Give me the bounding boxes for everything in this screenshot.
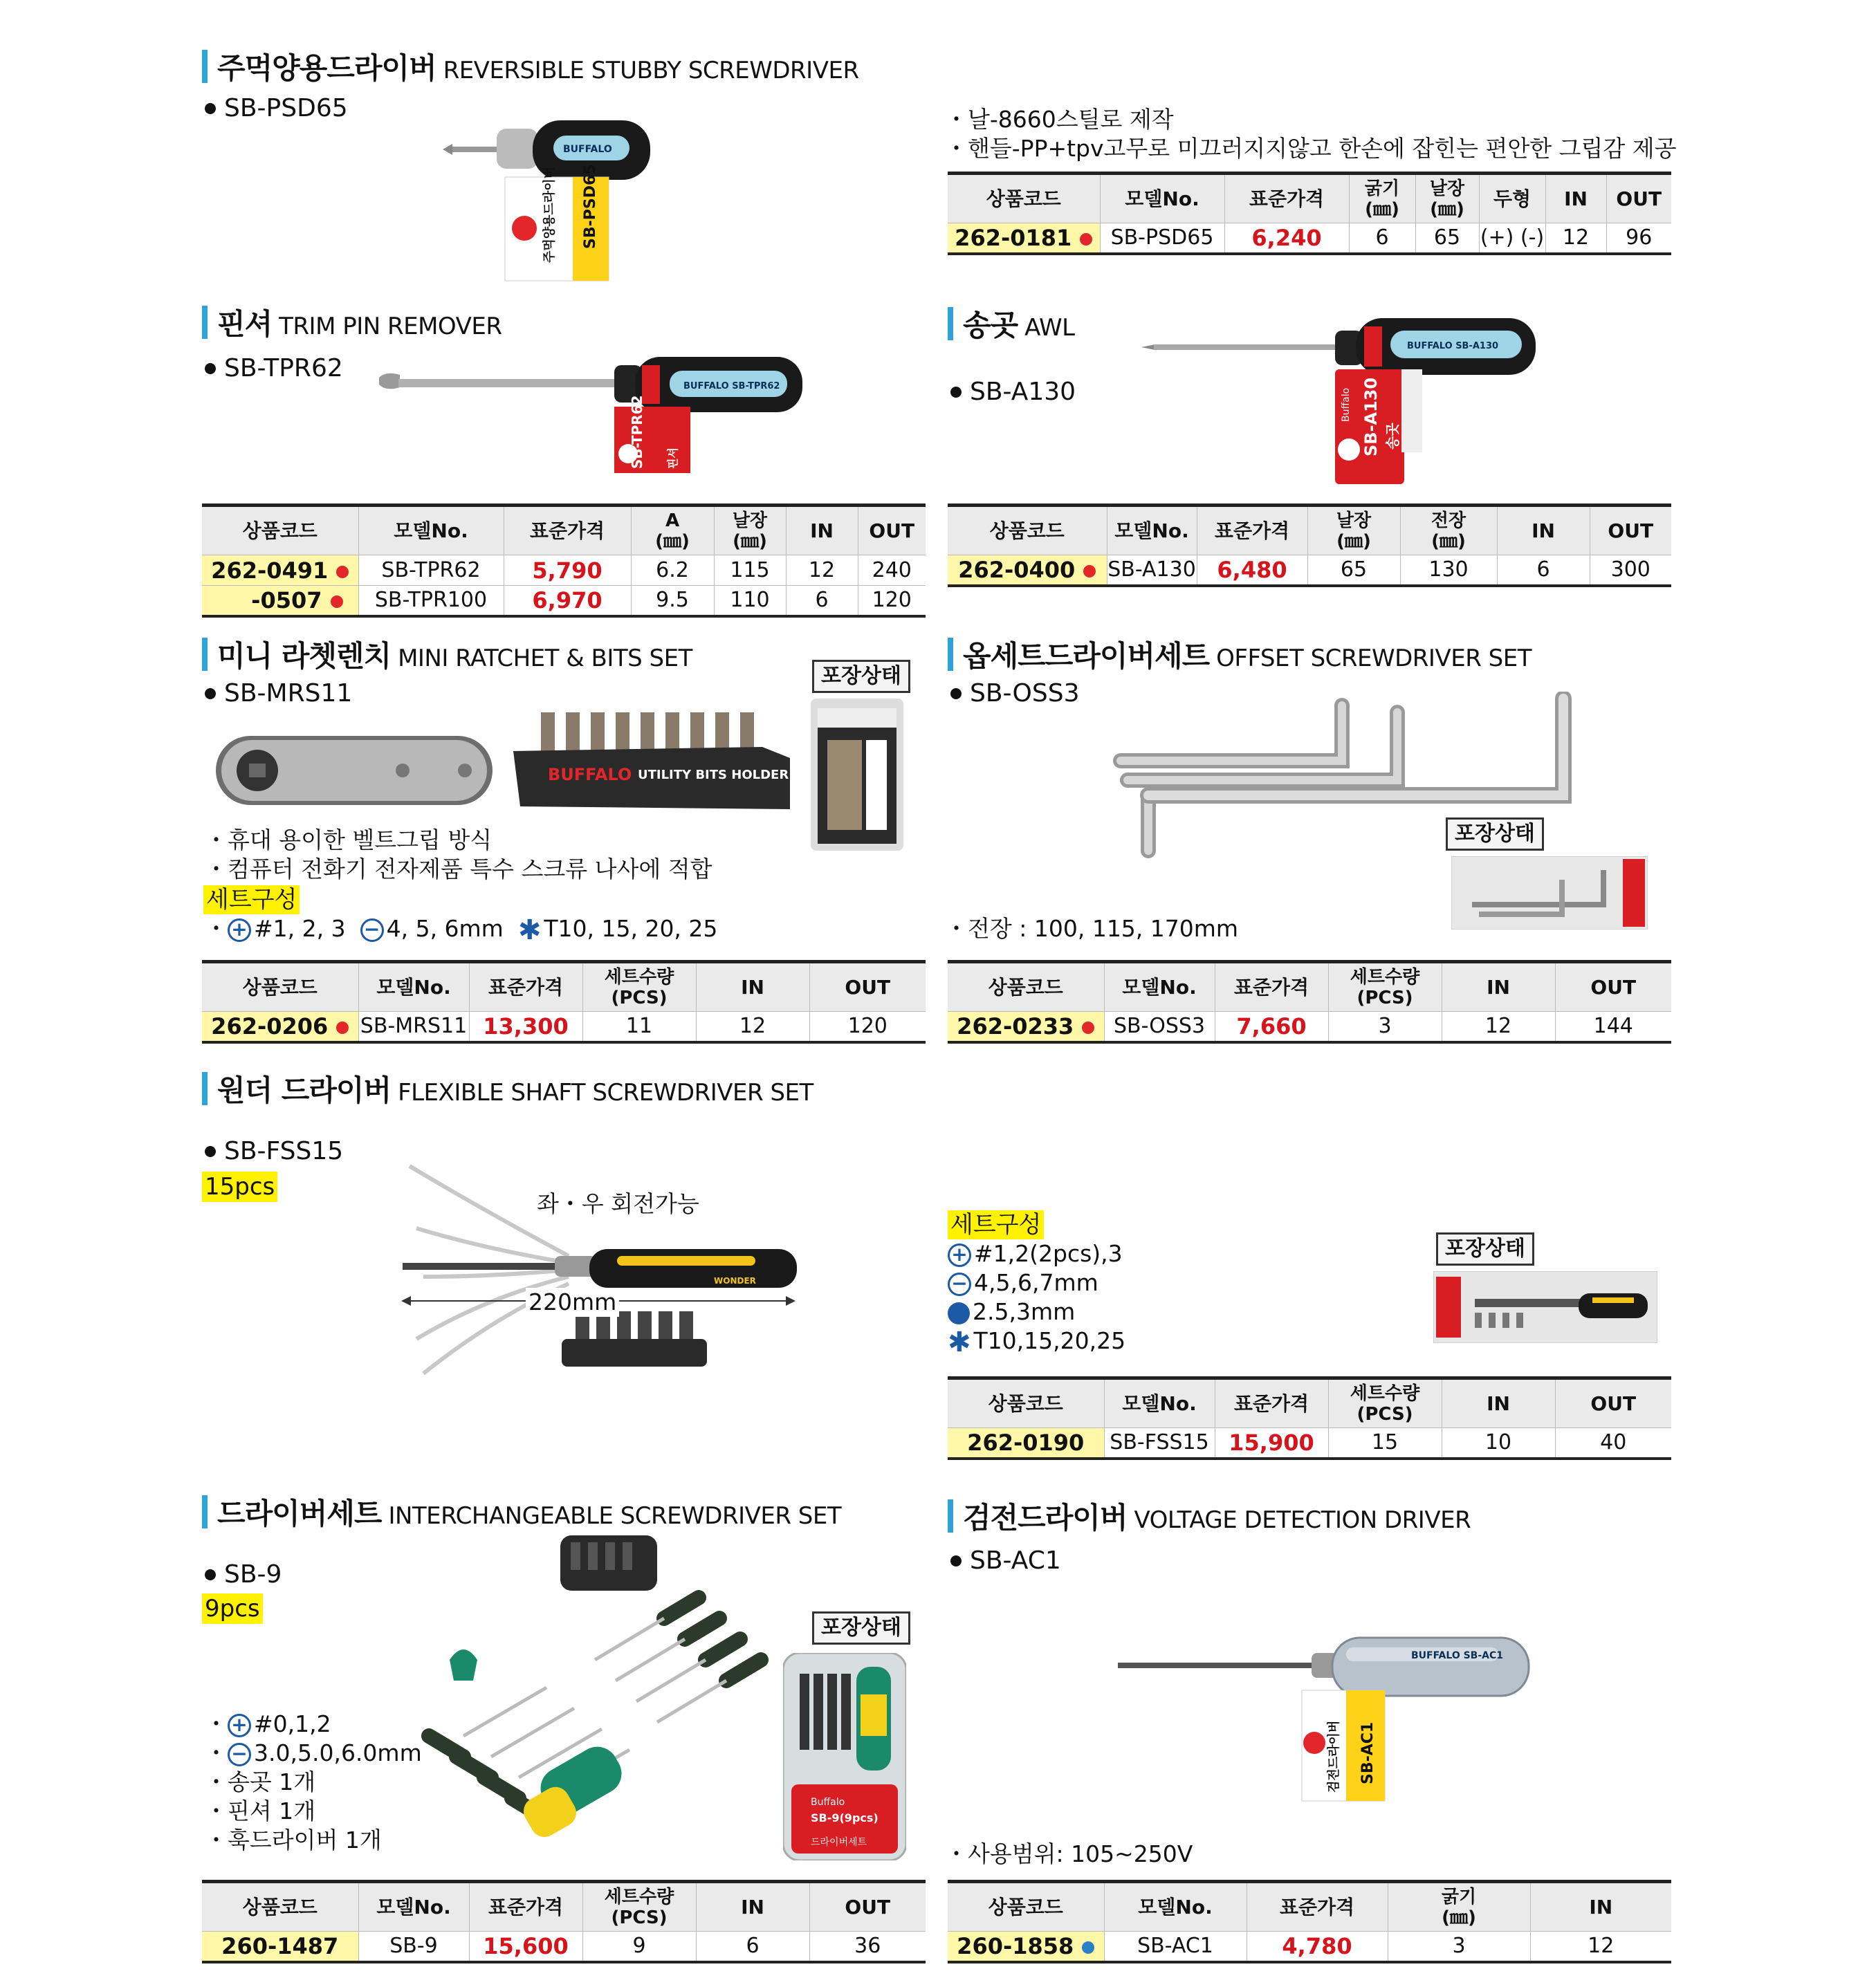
- header-cell: 굵기 (㎜): [1349, 174, 1415, 223]
- header-cell: 표준가격: [469, 1882, 582, 1932]
- red-dot-icon: [331, 595, 343, 608]
- table-cell: 9: [582, 1932, 696, 1962]
- section-title-interchangeable-set: [202, 1491, 841, 1533]
- title-accent-bar: [202, 306, 208, 339]
- spec-table-offset: [948, 960, 1671, 1044]
- flat-head-icon: −: [228, 1743, 251, 1766]
- table-cell: 6: [1349, 223, 1415, 254]
- model-cell: SB-OSS3: [1104, 1012, 1215, 1042]
- product-code-cell: 262-0206: [202, 1012, 358, 1042]
- section-title-awl: [948, 303, 1075, 344]
- piece-count-badge: 9pcs: [202, 1593, 263, 1624]
- header-cell: 모델No.: [1104, 1378, 1215, 1428]
- table-cell: 12: [786, 555, 858, 586]
- title-accent-bar: [948, 638, 953, 671]
- header-cell: 상품코드: [202, 506, 358, 555]
- package-label: 포장상태: [1436, 1232, 1534, 1266]
- awl-image: [1141, 311, 1543, 484]
- header-cell: IN: [696, 1882, 809, 1932]
- header-cell: 모델No.: [358, 506, 504, 555]
- bullet-icon: [950, 688, 962, 699]
- price-cell: 6,480: [1197, 555, 1307, 586]
- title-accent-bar: [948, 307, 953, 340]
- model-number: SB-MRS11: [224, 679, 353, 708]
- red-dot-icon: [336, 566, 349, 578]
- section-title-trim-pin-remover: [202, 302, 502, 343]
- header-cell: 날장 (㎜): [1307, 506, 1400, 555]
- torx-icon: ✱: [517, 914, 542, 946]
- tag-model: SB-TPR62: [629, 395, 645, 469]
- phillips-icon: +: [228, 1714, 251, 1737]
- table-row: [948, 1428, 1671, 1459]
- table-cell: 6: [786, 586, 858, 616]
- box-brand: Buffalo: [811, 1797, 845, 1808]
- price-cell: 13,300: [469, 1012, 582, 1042]
- table-header-row: [202, 1882, 926, 1932]
- header-cell: 모델No.: [1104, 962, 1215, 1012]
- tag-brand: Buffalo: [1341, 387, 1352, 422]
- model-cell: SB-MRS11: [358, 1012, 469, 1042]
- header-cell: 표준가격: [1224, 174, 1349, 223]
- table-cell: 120: [809, 1012, 926, 1042]
- table-cell: 6: [1497, 555, 1590, 586]
- table-cell: 96: [1606, 223, 1671, 254]
- ratchet-wrench-image: [216, 726, 493, 816]
- model-label: [205, 354, 343, 382]
- title-korean: 송곳: [963, 308, 1018, 342]
- handle-brand-label: WONDER: [714, 1276, 756, 1286]
- header-cell: 표준가격: [1215, 962, 1328, 1012]
- table-cell: 12: [1442, 1012, 1555, 1042]
- tag-model: SB-PSD65: [582, 164, 599, 249]
- package-image-interchangeable: [783, 1653, 906, 1860]
- tag-model: SB-AC1: [1359, 1721, 1377, 1784]
- table-row: [202, 555, 926, 586]
- price-cell: 15,600: [469, 1932, 582, 1962]
- piece-count-badge: 15pcs: [202, 1172, 277, 1202]
- set-composition-label: 세트구성: [203, 885, 300, 914]
- model-label: [950, 679, 1079, 708]
- title-korean: 원더 드라이버: [217, 1073, 392, 1107]
- table-cell: 15: [1328, 1428, 1442, 1459]
- tag-name: 검전드라이버: [1327, 1720, 1341, 1793]
- table-cell: 144: [1555, 1012, 1671, 1042]
- header-cell: 전장 (㎜): [1400, 506, 1497, 555]
- model-cell: SB-9: [358, 1932, 469, 1962]
- spec-table-interchangeable: [202, 1880, 926, 1963]
- torx-icon: ✱: [948, 1326, 971, 1358]
- model-number: SB-PSD65: [224, 94, 348, 122]
- product-code-cell: 260-1858: [948, 1932, 1104, 1962]
- bullet-icon: [205, 363, 216, 374]
- header-cell: 모델No.: [358, 962, 469, 1012]
- title-accent-bar: [202, 1072, 208, 1105]
- header-cell: A (㎜): [631, 506, 714, 555]
- table-cell: (+) (-): [1479, 223, 1545, 254]
- header-cell: IN: [1530, 1882, 1671, 1932]
- note-line-flat: ・ − 3.0,5.0,6.0mm: [205, 1739, 422, 1766]
- product-code-cell: 262-0190: [948, 1428, 1104, 1459]
- title-accent-bar: [202, 1495, 208, 1528]
- header-cell: IN: [1442, 962, 1555, 1012]
- table-cell: 110: [714, 586, 786, 616]
- header-cell: 두형: [1479, 174, 1545, 223]
- package-label: 포장상태: [812, 660, 910, 693]
- product-code-cell: -0507: [202, 586, 358, 616]
- header-cell: IN: [1497, 506, 1590, 555]
- package-label: 포장상태: [812, 1611, 910, 1645]
- set-line-torx: ✱ T10,15,20,25: [948, 1326, 1126, 1358]
- red-dot-icon: [1082, 1022, 1094, 1034]
- set-line-hex: 2.5,3mm: [948, 1297, 1075, 1327]
- table-cell: 40: [1555, 1428, 1671, 1459]
- title-english: FLEXIBLE SHAFT SCREWDRIVER SET: [398, 1079, 813, 1107]
- holder-label: UTILITY BITS HOLDER: [638, 768, 789, 782]
- table-cell: 120: [858, 586, 926, 616]
- header-cell: OUT: [809, 962, 926, 1012]
- model-label: [205, 1560, 282, 1589]
- title-english: MINI RATCHET & BITS SET: [398, 645, 692, 672]
- model-label: [205, 94, 348, 122]
- title-korean: 드라이버세트: [217, 1497, 382, 1531]
- header-cell: 상품코드: [948, 1882, 1104, 1932]
- table-row: [202, 1012, 926, 1042]
- table-cell: 3: [1388, 1932, 1530, 1962]
- table-cell: 9.5: [631, 586, 714, 616]
- handle-brand-label: BUFFALO: [563, 144, 612, 155]
- handle-brand-label: BUFFALO SB-AC1: [1411, 1650, 1504, 1661]
- holder-brand: BUFFALO: [548, 765, 632, 784]
- box-model: SB-9(9pcs): [811, 1811, 879, 1824]
- header-cell: 표준가격: [1247, 1882, 1388, 1932]
- package-image-ratchet: [811, 699, 903, 851]
- model-cell: SB-TPR62: [358, 555, 504, 586]
- header-cell: 상품코드: [948, 174, 1100, 223]
- title-english: OFFSET SCREWDRIVER SET: [1216, 645, 1532, 672]
- header-cell: OUT: [1555, 962, 1671, 1012]
- header-cell: 날장 (㎜): [714, 506, 786, 555]
- model-label: [950, 1546, 1061, 1575]
- note-voltage-range: ・사용범위: 105~250V: [945, 1840, 1193, 1867]
- set-composition-line: ・ + #1, 2, 3 − 4, 5, 6mm ✱ T10, 15, 20, 25: [205, 914, 718, 946]
- table-cell: 115: [714, 555, 786, 586]
- table-header-row: [948, 506, 1671, 555]
- price-cell: 5,790: [504, 555, 631, 586]
- spec-table-trim-pin: [202, 503, 926, 618]
- title-english: AWL: [1024, 314, 1075, 342]
- price-cell: 15,900: [1215, 1428, 1328, 1459]
- price-cell: 7,660: [1215, 1012, 1328, 1042]
- header-cell: 상품코드: [202, 1882, 358, 1932]
- model-number: SB-AC1: [970, 1546, 1061, 1575]
- table-cell: 300: [1590, 555, 1671, 586]
- table-row: [202, 586, 926, 616]
- price-cell: 6,970: [504, 586, 631, 616]
- header-cell: OUT: [809, 1882, 926, 1932]
- header-cell: IN: [1545, 174, 1606, 223]
- note-line-awl: ・송곳 1개: [205, 1768, 316, 1795]
- package-image-offset: [1451, 856, 1648, 930]
- bullet-icon: [205, 688, 216, 699]
- header-cell: 상품코드: [948, 962, 1104, 1012]
- tag-name: 송곳: [1384, 423, 1401, 450]
- header-cell: 상품코드: [202, 962, 358, 1012]
- title-korean: 옵세트드라이버세트: [963, 639, 1210, 673]
- table-header-row: [948, 174, 1671, 223]
- note-line-pin: ・핀셔 1개: [205, 1797, 316, 1824]
- voltage-detection-driver-image: [1118, 1632, 1533, 1805]
- hex-icon: [948, 1302, 970, 1324]
- bullet-icon: [950, 1555, 962, 1566]
- spec-table-ratchet: [202, 960, 926, 1044]
- set-line-flat: − 4,5,6,7mm: [948, 1268, 1098, 1297]
- title-accent-bar: [202, 50, 208, 83]
- title-english: INTERCHANGEABLE SCREWDRIVER SET: [388, 1502, 842, 1530]
- table-cell: 10: [1442, 1428, 1555, 1459]
- table-row: [202, 1932, 926, 1962]
- product-code-cell: 262-0233: [948, 1012, 1104, 1042]
- tag-name: 주먹양용드라이버: [542, 166, 557, 263]
- header-cell: 세트수량 (PCS): [1328, 962, 1442, 1012]
- red-dot-icon: [336, 1022, 349, 1034]
- header-cell: 세트수량 (PCS): [1328, 1378, 1442, 1428]
- table-row: [948, 555, 1671, 586]
- bullet-icon: [950, 387, 962, 398]
- table-cell: 12: [1530, 1932, 1671, 1962]
- price-cell: 4,780: [1247, 1932, 1388, 1962]
- table-cell: 36: [809, 1932, 926, 1962]
- table-cell: 12: [696, 1012, 809, 1042]
- table-header-row: [202, 962, 926, 1012]
- table-cell: 3: [1328, 1012, 1442, 1042]
- model-cell: SB-TPR100: [358, 586, 504, 616]
- section-title-voltage-detection: [948, 1495, 1471, 1537]
- header-cell: IN: [1442, 1378, 1555, 1428]
- flexible-shaft-screwdriver-image: [396, 1152, 804, 1394]
- red-dot-icon: [1083, 565, 1096, 577]
- flat-head-icon: −: [948, 1273, 971, 1296]
- tag-name: 핀셔: [666, 447, 679, 469]
- header-cell: 모델No.: [1107, 506, 1197, 555]
- header-cell: 모델No.: [1100, 174, 1224, 223]
- section-title-offset-screwdriver: [948, 634, 1532, 675]
- length-label: 220mm: [526, 1288, 619, 1317]
- spec-table-stubby: [948, 172, 1671, 255]
- title-english: REVERSIBLE STUBBY SCREWDRIVER: [443, 57, 859, 84]
- flat-head-icon: −: [360, 918, 384, 942]
- table-header-row: [948, 1378, 1671, 1428]
- model-cell: SB-FSS15: [1104, 1428, 1215, 1459]
- trim-pin-remover-image: [379, 350, 815, 474]
- spec-table-flexible: [948, 1376, 1671, 1460]
- bullet-icon: [205, 1146, 216, 1157]
- product-code-cell: 260-1487: [202, 1932, 358, 1962]
- handle-brand-label: BUFFALO SB-TPR62: [683, 381, 780, 391]
- phillips-icon: +: [228, 918, 251, 942]
- model-label: [205, 1137, 343, 1165]
- package-image-flexible: [1433, 1271, 1657, 1343]
- price-cell: 6,240: [1224, 223, 1349, 254]
- model-cell: SB-A130: [1107, 555, 1197, 586]
- title-korean: 미니 라쳇렌치: [217, 639, 392, 673]
- table-cell: 65: [1415, 223, 1479, 254]
- table-header-row: [948, 1882, 1671, 1932]
- note-blade: ・날-8660스틸로 제작: [945, 106, 1174, 133]
- product-code-cell: 262-0181: [948, 223, 1100, 254]
- table-cell: 240: [858, 555, 926, 586]
- header-cell: 상품코드: [948, 506, 1107, 555]
- note-usage: ・컴퓨터 전화기 전자제품 특수 스크류 나사에 적합: [205, 856, 712, 882]
- note-belt-grip: ・휴대 용이한 벨트그립 방식: [205, 826, 493, 853]
- red-dot-icon: [1080, 233, 1092, 246]
- model-cell: SB-AC1: [1104, 1932, 1247, 1962]
- product-code-cell: 262-0491: [202, 555, 358, 586]
- product-code-cell: 262-0400: [948, 555, 1107, 586]
- title-accent-bar: [202, 638, 208, 671]
- rotation-label: 좌・우 회전가능: [537, 1190, 699, 1217]
- section-title-flexible-shaft: [202, 1068, 813, 1109]
- bits-holder-image: [513, 712, 790, 809]
- spec-table-awl: [948, 503, 1671, 587]
- note-length: ・전장 : 100, 115, 170mm: [945, 915, 1239, 942]
- model-number: SB-9: [224, 1560, 282, 1589]
- note-line-phillips: ・ + #0,1,2: [205, 1710, 331, 1737]
- note-handle: ・핸들-PP+tpv고무로 미끄러지지않고 한손에 잡힌는 편안한 그립감 제공: [945, 135, 1677, 162]
- bullet-icon: [205, 1569, 216, 1580]
- header-cell: 표준가격: [1215, 1378, 1328, 1428]
- model-number: SB-FSS15: [224, 1137, 344, 1165]
- table-cell: 6.2: [631, 555, 714, 586]
- set-composition-label: 세트구성: [948, 1210, 1044, 1239]
- header-cell: 모델No.: [358, 1882, 469, 1932]
- title-korean: 핀셔: [217, 307, 273, 341]
- model-cell: SB-PSD65: [1100, 223, 1224, 254]
- header-cell: 표준가격: [469, 962, 582, 1012]
- section-title-reversible-stubby: [202, 46, 859, 87]
- model-number: SB-TPR62: [224, 354, 343, 382]
- table-cell: 11: [582, 1012, 696, 1042]
- title-english: VOLTAGE DETECTION DRIVER: [1134, 1506, 1471, 1534]
- table-row: [948, 1012, 1671, 1042]
- title-accent-bar: [948, 1499, 953, 1533]
- model-label: [950, 378, 1076, 406]
- header-cell: OUT: [858, 506, 926, 555]
- table-cell: 6: [696, 1932, 809, 1962]
- table-cell: 65: [1307, 555, 1400, 586]
- table-row: [948, 223, 1671, 254]
- title-korean: 검전드라이버: [963, 1501, 1128, 1535]
- header-cell: 표준가격: [1197, 506, 1307, 555]
- title-english: TRIM PIN REMOVER: [279, 313, 502, 340]
- set-line-phillips: + #1,2(2pcs),3: [948, 1239, 1123, 1268]
- header-cell: 굵기 (㎜): [1388, 1882, 1530, 1932]
- table-header-row: [948, 962, 1671, 1012]
- header-cell: 모델No.: [1104, 1882, 1247, 1932]
- header-cell: IN: [786, 506, 858, 555]
- note-line-hook: ・훅드라이버 1개: [205, 1827, 382, 1854]
- blue-dot-icon: [1082, 1941, 1094, 1954]
- table-row: [948, 1932, 1671, 1962]
- model-number: SB-A130: [970, 378, 1076, 406]
- box-name: 드라이버세트: [811, 1837, 867, 1848]
- section-title-mini-ratchet: [202, 634, 692, 675]
- header-cell: 표준가격: [504, 506, 631, 555]
- spec-table-voltage: [948, 1880, 1671, 1963]
- package-label: 포장상태: [1446, 817, 1544, 851]
- bullet-icon: [205, 103, 216, 114]
- header-cell: 세트수량 (PCS): [582, 962, 696, 1012]
- handle-brand-label: BUFFALO SB-A130: [1407, 341, 1499, 351]
- table-cell: 12: [1545, 223, 1606, 254]
- model-label: [205, 679, 352, 708]
- header-cell: IN: [696, 962, 809, 1012]
- table-header-row: [202, 506, 926, 555]
- header-cell: OUT: [1590, 506, 1671, 555]
- model-number: SB-OSS3: [970, 679, 1080, 708]
- header-cell: 세트수량 (PCS): [582, 1882, 696, 1932]
- table-cell: 130: [1400, 555, 1497, 586]
- header-cell: 상품코드: [948, 1378, 1104, 1428]
- interchangeable-screwdriver-set-image: [415, 1528, 789, 1860]
- stubby-screwdriver-image: [443, 111, 678, 284]
- title-korean: 주먹양용드라이버: [217, 51, 436, 85]
- phillips-icon: +: [948, 1244, 971, 1267]
- header-cell: OUT: [1606, 174, 1671, 223]
- header-cell: 날장 (㎜): [1415, 174, 1479, 223]
- header-cell: OUT: [1555, 1378, 1671, 1428]
- tag-model: SB-A130: [1361, 377, 1381, 456]
